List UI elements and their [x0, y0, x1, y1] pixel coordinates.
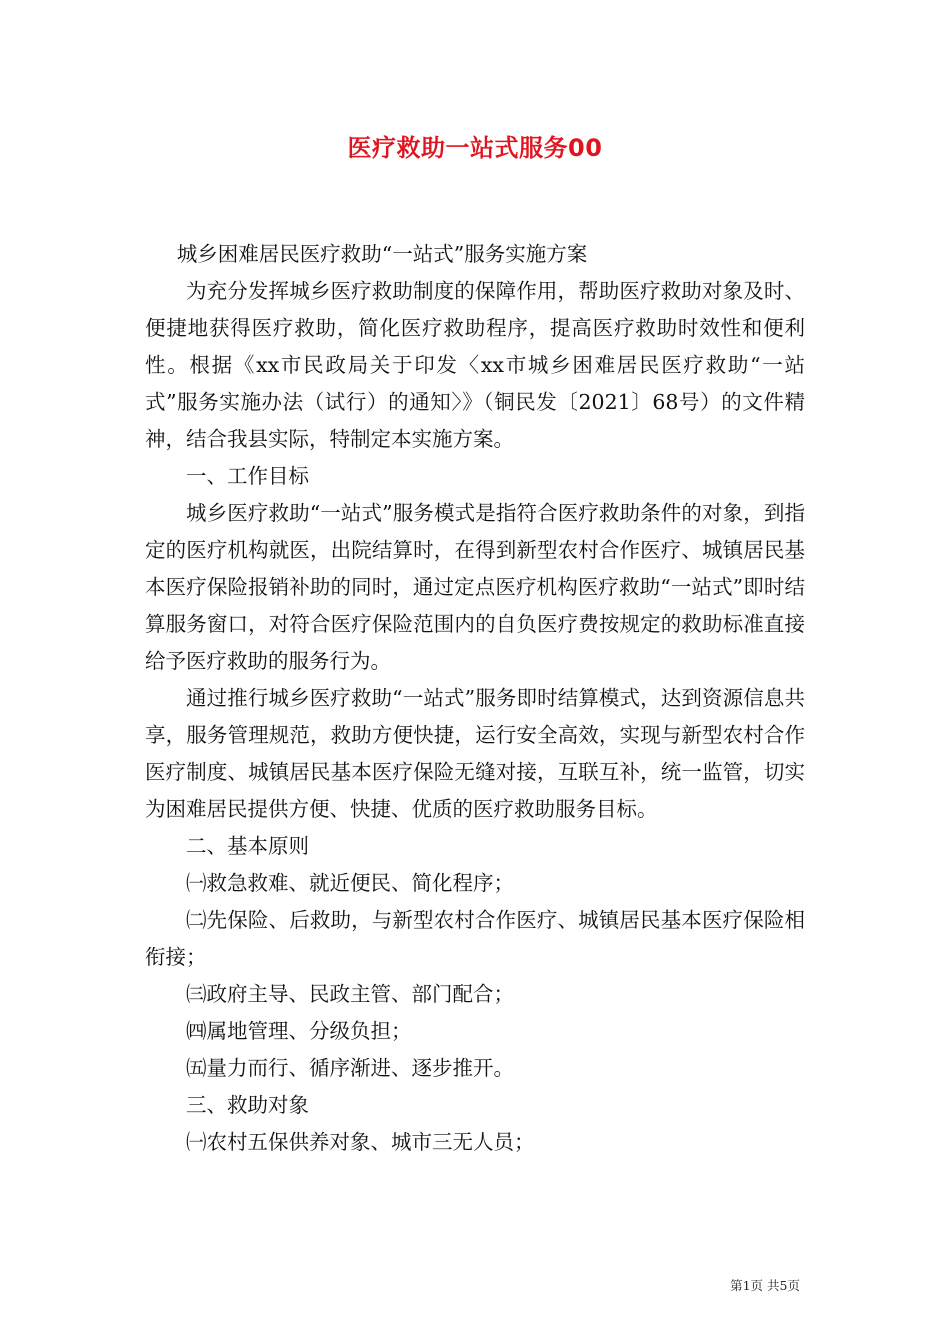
- section-heading-goals: 一、工作目标: [186, 464, 309, 488]
- intro-paragraph: 为充分发挥城乡医疗救助制度的保障作用，帮助医疗救助对象及时、便捷地获得医疗救助，简化医疗救助程序，提高医疗救助时效性和便利性。根据《xx市民政局关于印发〈xx市城乡困难居民医疗救助“一站式”服务实施办法（试行）的通知〉》（铜民发〔2021〕68号）的文件精神，结合我县实际，特制定本实施方案。: [145, 279, 805, 451]
- principle-item-2: ㈡先保险、后救助，与新型农村合作医疗、城镇居民基本医疗保险相衔接；: [145, 908, 805, 969]
- page-number-footer: 第1页 共5页: [730, 1278, 800, 1293]
- goals-paragraph-2: 通过推行城乡医疗救助“一站式”服务即时结算模式，达到资源信息共享，服务管理规范，救助方便快捷，运行安全高效，实现与新型农村合作医疗制度、城镇居民基本医疗保险无缝对接，互联互补，统一监管，切实为困难居民提供方便、快捷、优质的医疗救助服务目标。: [145, 686, 805, 821]
- section-heading-principles: 二、基本原则: [186, 834, 309, 858]
- goals-paragraph-1: 城乡医疗救助“一站式”服务模式是指符合医疗救助条件的对象，到指定的医疗机构就医，出院结算时，在得到新型农村合作医疗、城镇居民基本医疗保险报销补助的同时，通过定点医疗机构医疗救助“一站式”即时结算服务窗口，对符合医疗保险范围内的自负医疗费按规定的救助标准直接给予医疗救助的服务行为。: [145, 501, 805, 673]
- principle-item-1: ㈠救急救难、就近便民、简化程序；: [186, 871, 514, 895]
- plan-subtitle: 城乡困难居民医疗救助“一站式”服务实施方案: [176, 242, 588, 266]
- principle-item-3: ㈢政府主导、民政主管、部门配合；: [186, 982, 514, 1006]
- principle-item-4: ㈣属地管理、分级负担；: [186, 1019, 412, 1043]
- recipient-item-1: ㈠农村五保供养对象、城市三无人员；: [186, 1130, 535, 1154]
- document-title: 医疗救助一站式服务00: [347, 134, 603, 162]
- document-body: [145, 236, 805, 1161]
- section-heading-recipients: 三、救助对象: [186, 1093, 309, 1117]
- principle-item-5: ㈤量力而行、循序渐进、逐步推开。: [186, 1056, 514, 1080]
